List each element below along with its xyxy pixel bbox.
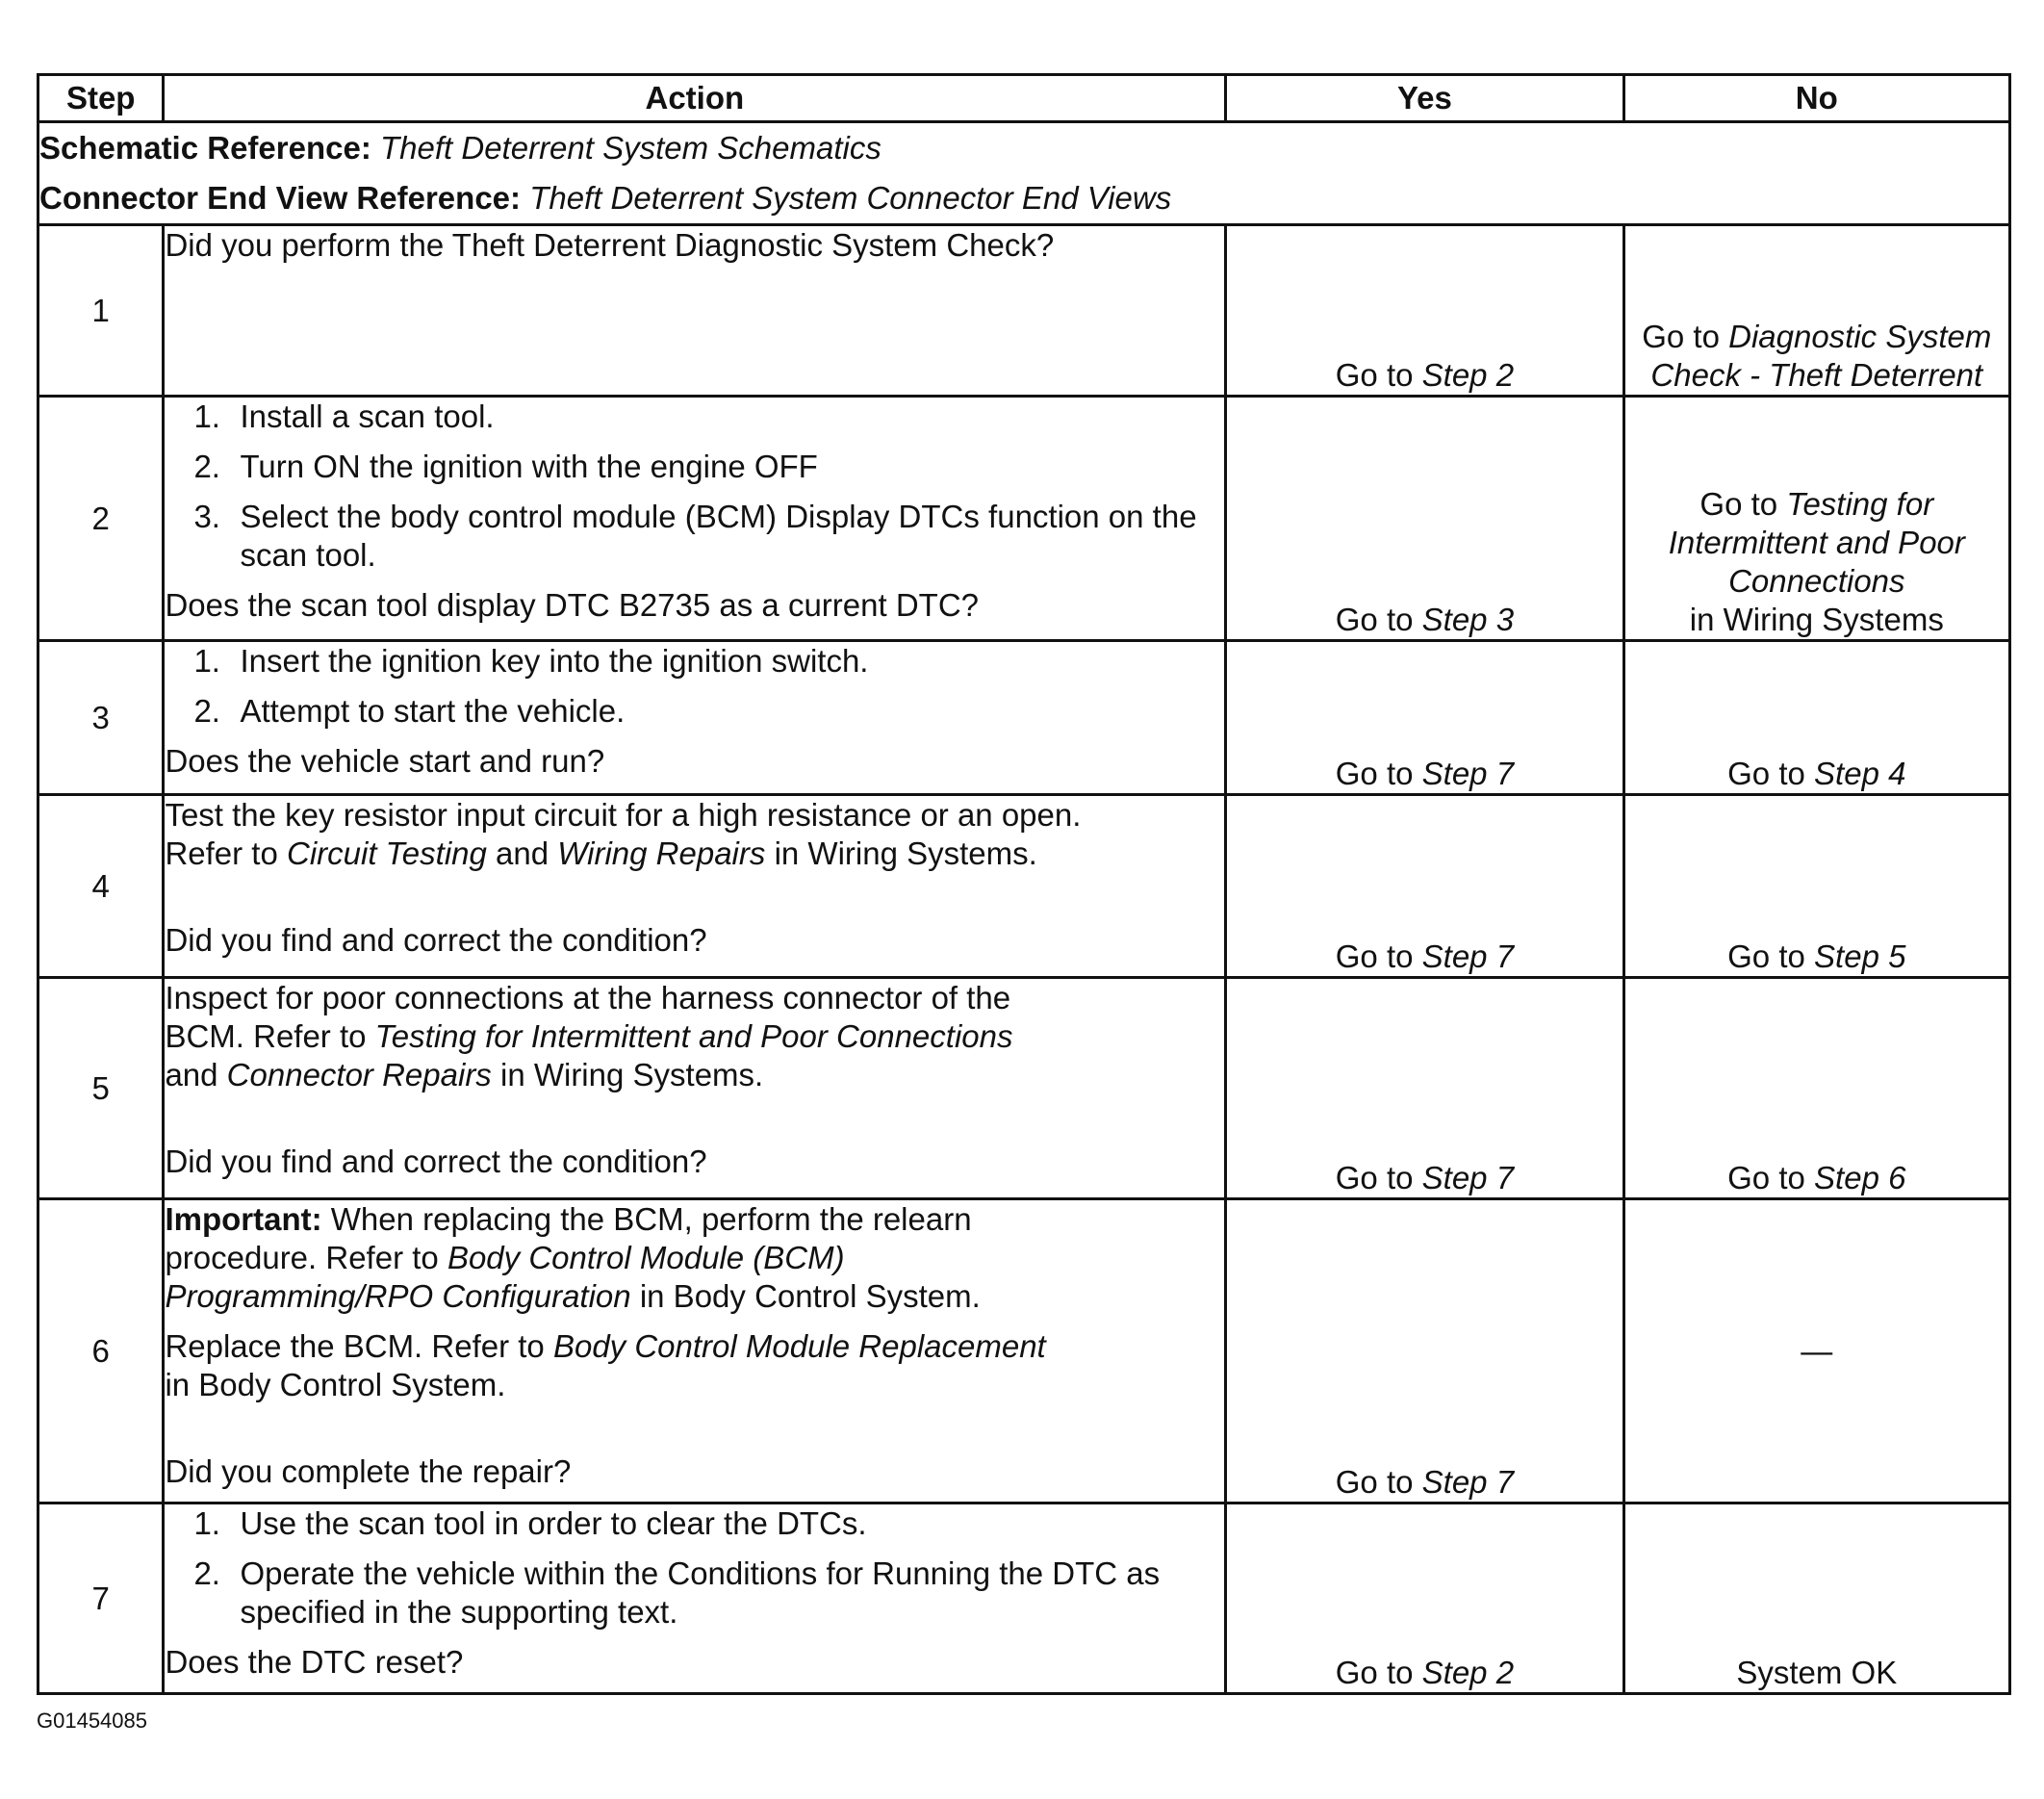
action-question: Did you perform the Theft Deterrent Diagnostic System Check? xyxy=(165,227,1055,263)
list-item: 1. Use the scan tool in order to clear the DTCs. xyxy=(193,1505,867,1541)
no-cell: Go to Step 5 xyxy=(1623,795,2009,978)
figure-id: G01454085 xyxy=(37,1709,147,1733)
action-cell xyxy=(164,641,1226,795)
step-number: 4 xyxy=(38,795,164,978)
connector-reference: Connector End View Reference: Theft Deterrent System Connector End Views xyxy=(39,180,1172,216)
action-cell xyxy=(164,225,1226,397)
table-row xyxy=(38,641,2010,795)
list-item: 1. Insert the ignition key into the ignition switch. xyxy=(193,643,869,679)
action-question: Did you find and correct the condition? xyxy=(165,1144,707,1179)
step-number: 3 xyxy=(38,641,164,795)
action-cell xyxy=(164,397,1226,641)
yes-cell: Go to Step 7 xyxy=(1226,795,1623,978)
list-item: 2. Operate the vehicle within the Conditions for Running the DTC as specified in the supporting text. xyxy=(193,1555,1161,1630)
reference-row xyxy=(38,122,2010,225)
schematic-reference: Schematic Reference: Theft Deterrent System Schematics xyxy=(39,130,881,166)
action-cell xyxy=(164,795,1226,978)
action-text: Refer to Circuit Testing and Wiring Repairs in Wiring Systems. xyxy=(165,835,1037,871)
action-text: Programming/RPO Configuration in Body Control System. xyxy=(165,1278,981,1314)
no-cell: Go to Step 6 xyxy=(1623,978,2009,1199)
yes-cell: Go to Step 7 xyxy=(1226,641,1623,795)
header-row xyxy=(38,75,2010,122)
yes-cell: Go to Step 7 xyxy=(1226,978,1623,1199)
action-steps xyxy=(165,642,1224,731)
table-row xyxy=(38,978,2010,1199)
yes-cell: Go to Step 3 xyxy=(1226,397,1623,641)
no-cell: Go to Step 4 xyxy=(1623,641,2009,795)
action-question: Did you complete the repair? xyxy=(165,1453,572,1489)
step-number: 6 xyxy=(38,1199,164,1503)
action-question: Does the DTC reset? xyxy=(165,1644,464,1680)
step-number: 5 xyxy=(38,978,164,1199)
action-cell xyxy=(164,1503,1226,1694)
action-steps xyxy=(165,398,1224,575)
list-item: 2. Turn ON the ignition with the engine OFF xyxy=(193,449,818,484)
step-number: 2 xyxy=(38,397,164,641)
important-note: Important: When replacing the BCM, perform the relearn xyxy=(165,1201,972,1237)
action-text: in Body Control System. xyxy=(165,1367,506,1402)
header-no: No xyxy=(1623,75,2009,122)
header-action: Action xyxy=(164,75,1226,122)
action-text: Replace the BCM. Refer to Body Control Module Replacement xyxy=(165,1328,1046,1364)
yes-cell: Go to Step 2 xyxy=(1226,225,1623,397)
action-question: Does the vehicle start and run? xyxy=(165,743,605,779)
table-row xyxy=(38,1503,2010,1694)
action-text: procedure. Refer to Body Control Module (BCM) xyxy=(165,1240,845,1275)
no-cell: System OK xyxy=(1623,1503,2009,1694)
yes-cell: Go to Step 2 xyxy=(1226,1503,1623,1694)
table-row xyxy=(38,1199,2010,1503)
diagnostic-table xyxy=(37,73,2011,1695)
no-cell: — xyxy=(1623,1199,2009,1503)
action-text: Test the key resistor input circuit for a high resistance or an open. xyxy=(165,797,1082,833)
yes-cell: Go to Step 7 xyxy=(1226,1199,1623,1503)
action-cell xyxy=(164,978,1226,1199)
action-text: and Connector Repairs in Wiring Systems. xyxy=(165,1057,764,1092)
table-row xyxy=(38,397,2010,641)
action-question: Did you find and correct the condition? xyxy=(165,922,707,958)
list-item: 1. Install a scan tool. xyxy=(193,398,495,434)
list-item: 2. Attempt to start the vehicle. xyxy=(193,693,626,729)
step-number: 1 xyxy=(38,225,164,397)
action-text: Inspect for poor connections at the harness connector of the xyxy=(165,980,1011,1015)
no-cell: Go to Diagnostic System Check - Theft Deterrent xyxy=(1623,225,2009,397)
table-row xyxy=(38,225,2010,397)
table-row xyxy=(38,795,2010,978)
action-cell xyxy=(164,1199,1226,1503)
action-steps xyxy=(165,1504,1224,1632)
step-number: 7 xyxy=(38,1503,164,1694)
header-step: Step xyxy=(38,75,164,122)
no-cell: Go to Testing for Intermittent and Poor Connections in Wiring Systems xyxy=(1623,397,2009,641)
action-text: BCM. Refer to Testing for Intermittent and Poor Connections xyxy=(165,1018,1013,1054)
header-yes: Yes xyxy=(1226,75,1623,122)
action-question: Does the scan tool display DTC B2735 as a current DTC? xyxy=(165,587,979,623)
list-item: 3. Select the body control module (BCM) Display DTCs function on the scan tool. xyxy=(193,499,1197,573)
